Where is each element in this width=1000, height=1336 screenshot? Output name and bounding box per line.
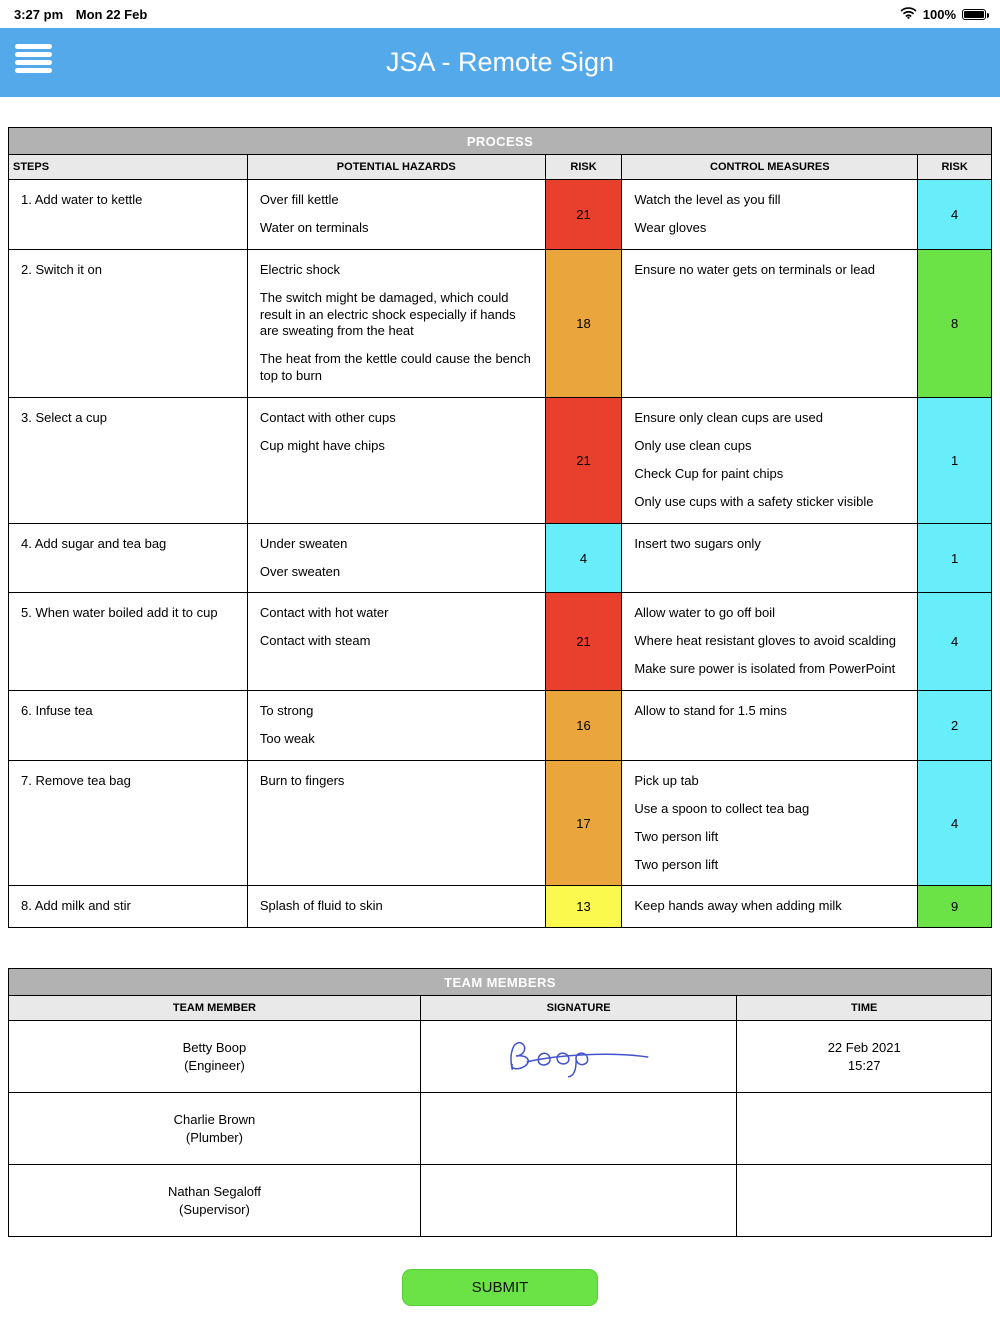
hazards-cell: [247, 691, 545, 761]
hazards-cell-line: The heat from the kettle could cause the bench top to burn: [259, 351, 531, 384]
initial-risk-cell: 16: [545, 691, 622, 761]
controls-cell-line: Two person lift: [634, 856, 719, 872]
time-cell-line: 15:27: [847, 1058, 881, 1074]
menu-icon[interactable]: [15, 44, 52, 73]
residual-risk-cell: 4: [918, 180, 992, 250]
hazards-cell: [247, 249, 545, 397]
signature-cell[interactable]: [420, 1021, 737, 1093]
step-cell: [9, 593, 248, 691]
initial-risk-cell: 18: [545, 249, 622, 397]
col-header-residual-risk: RISK: [918, 155, 992, 180]
signature-cell[interactable]: [420, 1093, 737, 1165]
battery-icon: [962, 9, 986, 20]
step-text: 1. Add water to kettle: [21, 192, 143, 207]
residual-risk-cell: 1: [918, 523, 992, 593]
status-right: [900, 6, 986, 22]
wifi-icon: [900, 6, 917, 22]
controls-cell-line: Ensure only clean cups are used: [634, 410, 823, 426]
initial-risk-cell: 21: [545, 398, 622, 524]
col-header-signature: SIGNATURE: [420, 996, 737, 1021]
team-member-row: [9, 1165, 992, 1237]
col-header-control-measures: CONTROL MEASURES: [622, 155, 918, 180]
controls-cell-line: Keep hands away when adding milk: [634, 898, 842, 914]
initial-risk-cell: 4: [545, 523, 622, 593]
process-table-row: [9, 249, 992, 397]
controls-cell: [622, 760, 918, 886]
hazards-cell-line: Water on terminals: [259, 219, 369, 235]
hazards-cell-line: Contact with hot water: [259, 605, 389, 621]
team-members-table: [8, 968, 992, 1237]
controls-cell-line: Allow water to go off boil: [634, 605, 776, 621]
status-time: 3:27 pm: [14, 6, 64, 22]
initial-risk-cell: 21: [545, 593, 622, 691]
controls-cell-line: Wear gloves: [634, 219, 707, 235]
hazards-cell: [247, 593, 545, 691]
process-table-row: [9, 760, 992, 886]
controls-cell-line: Where heat resistant gloves to avoid scalding: [634, 633, 896, 649]
col-header-initial-risk: RISK: [545, 155, 622, 180]
step-cell: [9, 691, 248, 761]
controls-cell: [622, 180, 918, 250]
controls-cell-line: Insert two sugars only: [634, 535, 761, 551]
controls-cell: [622, 691, 918, 761]
residual-risk-cell: 9: [918, 886, 992, 928]
residual-risk-cell: 1: [918, 398, 992, 524]
controls-cell-line: Use a spoon to collect tea bag: [634, 800, 810, 816]
member-role: (Plumber): [185, 1130, 243, 1146]
hazards-cell-line: To strong: [259, 703, 314, 719]
submit-area: [0, 1269, 1000, 1306]
step-text: 8. Add milk and stir: [21, 898, 131, 914]
process-table-row: [9, 523, 992, 593]
time-cell: [737, 1021, 992, 1093]
hazards-cell: [247, 398, 545, 524]
team-table-title: TEAM MEMBERS: [9, 969, 992, 996]
col-header-team-member: TEAM MEMBER: [9, 996, 421, 1021]
step-text: 6. Infuse tea: [21, 703, 93, 719]
controls-cell-line: Watch the level as you fill: [634, 192, 781, 207]
hazards-cell-line: Too weak: [259, 731, 315, 747]
hazards-cell-line: Electric shock: [259, 261, 341, 277]
process-table-row: [9, 886, 992, 928]
status-bar: [0, 0, 1000, 28]
step-cell: [9, 398, 248, 524]
status-left: [14, 7, 156, 22]
residual-risk-cell: 2: [918, 691, 992, 761]
controls-cell: [622, 249, 918, 397]
controls-cell-line: Only use clean cups: [634, 438, 752, 454]
status-date: Mon 22 Feb: [75, 6, 148, 22]
hazards-cell-line: Under sweaten: [259, 535, 348, 551]
app-header: [0, 28, 1000, 97]
time-cell-line: 22 Feb 2021: [827, 1039, 901, 1055]
controls-cell-line: Allow to stand for 1.5 mins: [634, 703, 787, 719]
process-table-row: [9, 180, 992, 250]
controls-cell-line: Two person lift: [634, 828, 719, 844]
member-name: Betty Boop: [182, 1039, 247, 1055]
signature-image: [499, 1033, 659, 1081]
team-member-row: [9, 1093, 992, 1165]
col-header-potential-hazards: POTENTIAL HAZARDS: [247, 155, 545, 180]
col-header-time: TIME: [737, 996, 992, 1021]
process-table-row: [9, 398, 992, 524]
time-cell: [737, 1165, 992, 1237]
controls-cell: [622, 398, 918, 524]
process-table-row: [9, 593, 992, 691]
step-text: 7. Remove tea bag: [21, 772, 131, 788]
col-header-steps: STEPS: [9, 155, 248, 180]
process-table-title: PROCESS: [9, 128, 992, 155]
page-title: JSA - Remote Sign: [385, 47, 615, 77]
time-cell: [737, 1093, 992, 1165]
controls-cell-line: Ensure no water gets on terminals or lead: [634, 261, 876, 277]
process-table: [8, 127, 992, 928]
hazards-cell-line: Over sweaten: [259, 563, 341, 579]
team-member-cell: [9, 1093, 421, 1165]
initial-risk-cell: 21: [545, 180, 622, 250]
hazards-cell-line: The switch might be damaged, which could result in an electric shock especially if hands are sweating from the heat: [259, 289, 516, 339]
step-cell: [9, 760, 248, 886]
submit-button[interactable]: SUBMIT: [402, 1269, 598, 1306]
hazards-cell: [247, 180, 545, 250]
signature-cell[interactable]: [420, 1165, 737, 1237]
controls-cell-line: Only use cups with a safety sticker visible: [634, 493, 874, 509]
controls-cell: [622, 593, 918, 691]
battery-percent: 100%: [922, 6, 956, 22]
initial-risk-cell: 17: [545, 760, 622, 886]
controls-cell: [622, 523, 918, 593]
member-role: (Supervisor): [179, 1202, 250, 1218]
hazards-cell-line: Contact with other cups: [259, 410, 396, 426]
team-member-cell: [9, 1165, 421, 1237]
step-cell: [9, 180, 248, 250]
residual-risk-cell: 4: [918, 593, 992, 691]
member-name: Charlie Brown: [173, 1111, 256, 1127]
step-cell: [9, 249, 248, 397]
hazards-cell-line: Burn to fingers: [259, 772, 345, 788]
step-cell: [9, 886, 248, 928]
hazards-cell: [247, 523, 545, 593]
step-text: 4. Add sugar and tea bag: [21, 535, 167, 551]
team-member-row: [9, 1021, 992, 1093]
process-table-row: [9, 691, 992, 761]
residual-risk-cell: 4: [918, 760, 992, 886]
hazards-cell-line: Contact with steam: [259, 633, 371, 649]
controls-cell: [622, 886, 918, 928]
member-role: (Engineer): [184, 1058, 245, 1074]
hazards-cell-line: Splash of fluid to skin: [259, 898, 383, 914]
team-member-cell: [9, 1021, 421, 1093]
step-text: 3. Select a cup: [21, 410, 107, 426]
hazards-cell: [247, 760, 545, 886]
hazards-cell-line: Over fill kettle: [259, 192, 339, 207]
hazards-cell: [247, 886, 545, 928]
controls-cell-line: Pick up tab: [634, 772, 699, 788]
controls-cell-line: Check Cup for paint chips: [634, 465, 784, 481]
initial-risk-cell: 13: [545, 886, 622, 928]
step-cell: [9, 523, 248, 593]
step-text: 2. Switch it on: [21, 261, 102, 277]
member-name: Nathan Segaloff: [167, 1183, 261, 1199]
step-text: 5. When water boiled add it to cup: [21, 605, 218, 621]
hazards-cell-line: Cup might have chips: [259, 438, 385, 454]
controls-cell-line: Make sure power is isolated from PowerPoint: [634, 661, 896, 677]
residual-risk-cell: 8: [918, 249, 992, 397]
